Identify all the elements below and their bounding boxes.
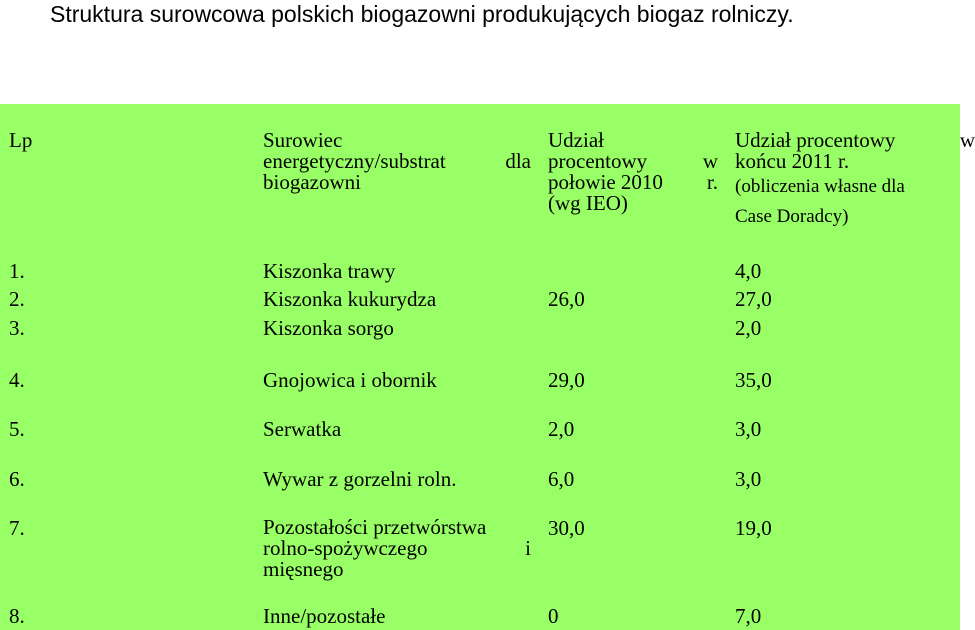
row-5-lp: 5.	[9, 417, 25, 441]
header-surowiec-line2-left: energetyczny/substrat	[263, 149, 446, 173]
row-7-own: 19,0	[735, 516, 772, 540]
row-7-surowiec-line1: Pozostałości przetwórstwa	[263, 515, 487, 539]
row-4-ieo: 29,0	[548, 368, 585, 392]
row-3-lp: 3.	[9, 316, 25, 340]
row-7-surowiec-line2-right: i	[525, 536, 531, 560]
row-8-surowiec: Inne/pozostałe	[263, 604, 386, 628]
header-surowiec	[263, 130, 531, 193]
row-7-surowiec-line3: mięsnego	[263, 557, 344, 581]
header-ieo-line2-right: w	[702, 149, 718, 173]
row-7-lp: 7.	[9, 516, 25, 540]
row-1-lp: 1.	[9, 259, 25, 283]
row-6-lp: 6.	[9, 467, 25, 491]
row-5-own: 3,0	[735, 417, 762, 441]
row-5-ieo: 2,0	[548, 417, 575, 441]
header-ieo-line2	[548, 151, 718, 172]
row-8-own: 7,0	[735, 604, 762, 628]
header-own	[735, 130, 975, 232]
header-lp: Lp	[9, 128, 33, 152]
row-7-surowiec	[263, 517, 531, 580]
header-own-line1	[735, 130, 975, 151]
header-ieo-line4: (wg IEO)	[548, 191, 628, 215]
header-surowiec-line3: biogazowni	[263, 170, 361, 194]
row-2-surowiec: Kiszonka kukurydza	[263, 287, 437, 311]
header-own-line1-left: Udział procentowy	[735, 128, 896, 152]
page-title: Struktura surowcowa polskich biogazowni produkujących biogaz rolniczy.	[50, 1, 794, 27]
row-8-lp: 8.	[9, 604, 25, 628]
row-2-lp: 2.	[9, 287, 25, 311]
row-4-own: 35,0	[735, 368, 772, 392]
header-ieo-line2-left: procentowy	[548, 149, 648, 173]
row-2-ieo: 26,0	[548, 287, 585, 311]
row-6-surowiec: Wywar z gorzelni roln.	[263, 467, 457, 491]
header-ieo-line3-right: r.	[706, 170, 718, 194]
row-7-surowiec-line2-left: rolno-spożywczego	[263, 536, 428, 560]
raw-material-table	[0, 104, 975, 630]
header-surowiec-line1: Surowiec	[263, 128, 343, 152]
row-7-ieo: 30,0	[548, 516, 585, 540]
row-7-surowiec-line2	[263, 538, 531, 559]
row-4-lp: 4.	[9, 368, 25, 392]
header-ieo-line3-left: połowie 2010	[548, 170, 663, 194]
row-6-own: 3,0	[735, 467, 762, 491]
row-1-surowiec: Kiszonka trawy	[263, 259, 396, 283]
row-1-own: 4,0	[735, 259, 762, 283]
header-own-line2: końcu 2011 r.	[735, 149, 850, 173]
header-own-line4: Case Doradcy)	[735, 206, 849, 227]
row-8-ieo: 0	[548, 604, 559, 628]
header-ieo	[548, 130, 718, 214]
row-3-surowiec: Kiszonka sorgo	[263, 316, 394, 340]
row-2-own: 27,0	[735, 287, 772, 311]
header-ieo-line3	[548, 172, 718, 193]
row-3-own: 2,0	[735, 316, 762, 340]
header-surowiec-line2-right: dla	[505, 149, 531, 173]
row-6-ieo: 6,0	[548, 467, 575, 491]
row-5-surowiec: Serwatka	[263, 417, 342, 441]
row-4-surowiec: Gnojowica i obornik	[263, 368, 437, 392]
header-surowiec-line2	[263, 151, 531, 172]
header-own-line3: (obliczenia własne dla	[735, 176, 905, 197]
header-own-line1-right: w	[959, 128, 975, 152]
header-ieo-line1: Udział	[548, 128, 604, 152]
